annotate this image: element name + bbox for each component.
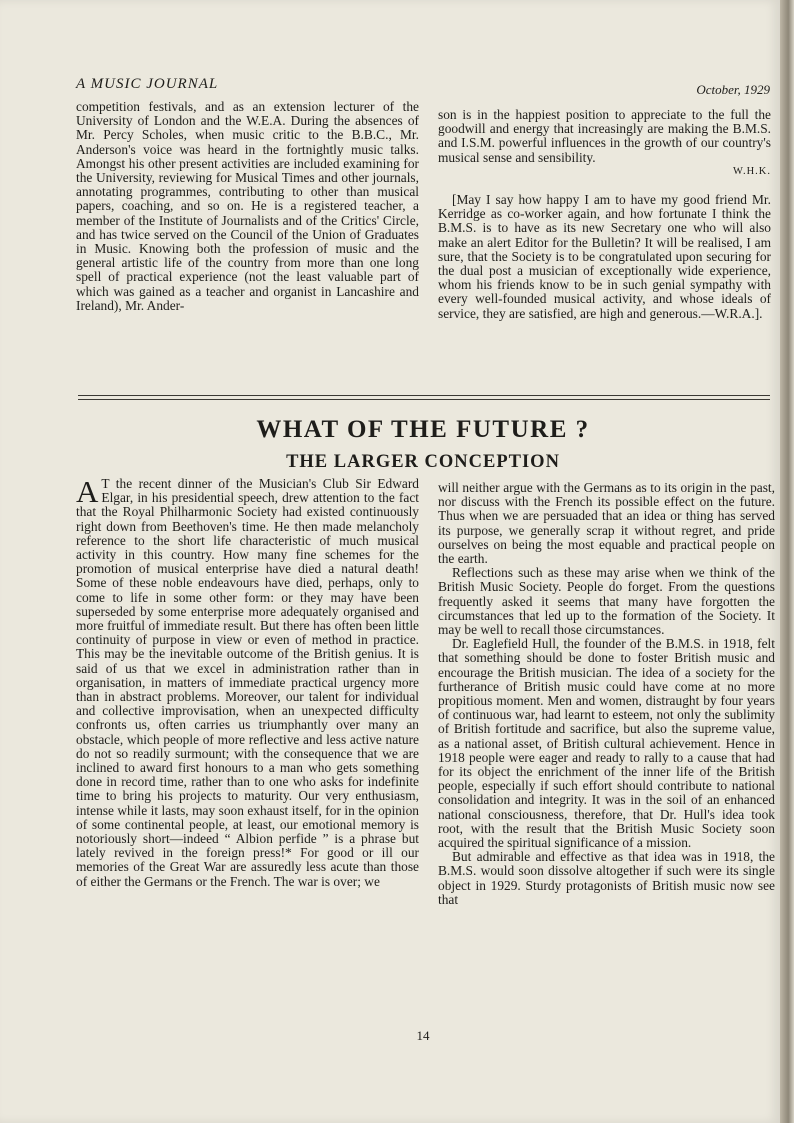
- editor-note-text: [May I say how happy I am to have my good friend Mr. Kerridge as co-worker again, and how fortunate I think the B.M.S. is to have as its new Secretary one who will also make an alert Editor for the Bulletin? It will be realised, I am sure, that the Society is to be congratulated upon securing for the dual post a musician of exceptionally wide experience, whom his friends know to be in such genial sympathy with every well-founded musical activity, and whose ideals of service, they are satisfied, are high and generous.—: [438, 192, 771, 321]
- article-right-column: [438, 481, 775, 907]
- signature-whk: W.H.K.: [733, 165, 771, 177]
- top-right-text: son is in the happiest position to appreciate to the full the goodwill and energy that increasingly are making the B.M.S. and I.S.M. powerful influences in the growth of our country's musical sense and sensibility.: [438, 107, 771, 165]
- article-title: WHAT OF THE FUTURE ?: [256, 416, 590, 443]
- editor-note: [438, 193, 771, 321]
- drop-cap: A: [76, 474, 99, 509]
- article-left-text: T the recent dinner of the Musician's Club Sir Edward Elgar, in his presidential speech, drew attention to the fact that the Royal Philharmonic Society had existed continuously right down from Beethoven's time. He then made melancholy reference to the short life characteristic of much musical activity in this country. How many fine schemes for the promotion of musical enterprise have died a natural death! Some of these noble endeavours have died, perhaps, only to come to life in some other form: or they may have been superseded by some enterprise more adequately organised and more fruitful of immediate result. But there has often been little continuity of purpose in view or even of method in practice. This may be the inevitable outcome of the British genius. It is said of us that we excel in administration rather than in organisation, in matters of immediate practical urgency more than in abstract problems. Moreover, our talent for individual and collective improvisation, when an unexpected difficulty confronts us, often carries us triumphantly over many an obstacle, which people of more reflective and less active nature do not so readily surmount; with the consequence that we are inclined to award first honours to a man who gets something done in record time, rather than to one who asks for indefinite time to bring his projects to maturity. Our very enthusiasm, intense while it lasts, may soon exhaust itself, for in the opinion of some continental people, at least, our emotional memory is notoriously short—indeed “ Albion perfide ” is a phrase but lately revived in the foreign press!* For good or ill our memories of the Great War are assuredly less acute than those of either the Germans or the French. The war is over; we: [76, 476, 419, 889]
- top-left-column: [76, 100, 419, 313]
- article-paragraph-4: But admirable and effective as that idea was in 1918, the B.M.S. would soon dissolve altogether if such were its single object in 1929. Sturdy protagonists of British music now see that: [438, 849, 775, 907]
- top-right-paragraph: [438, 108, 771, 179]
- article-left-column: [76, 474, 419, 889]
- journal-title: A MUSIC JOURNAL: [76, 76, 219, 92]
- top-left-paragraph: competition festivals, and as an extension lecturer of the University of London and the W.E.A. During the absences of Mr. Percy Scholes, when music critic to the B.B.C., Mr. Anderson's voice was heard in the fortnightly music talks. Amongst his other present activities are included examining for the University, reviewing for Musical Times and other journals, annotating programmes, contributing to other than musical papers, coaching, and so on. He is a registered teacher, a member of the Institute of Journalists and of the Critics' Circle, and has twice served on the Council of the Union of Graduates in Music. Knowing both the profession of music and the general artistic life of the country from more than one long spell of practical experience (not the least valuable part of which was gained as a teacher and organist in Lancashire and Ireland), Mr. Ander-: [76, 99, 419, 313]
- top-right-column: [438, 108, 771, 321]
- page-number: 14: [416, 1028, 430, 1043]
- article-subtitle: THE LARGER CONCEPTION: [286, 452, 560, 472]
- signature-wra: W.R.A.: [714, 305, 755, 321]
- section-divider-bottom: [78, 399, 770, 400]
- article-opening-paragraph: [76, 474, 419, 889]
- article-paragraph-2: Reflections such as these may arise when we think of the British Music Society. People do forget. From the questions frequently asked it seems that many have forgotten the circumstances that led up to the formation of the Society. It may be well to recall those circumstances.: [438, 565, 775, 638]
- issue-date: October, 1929: [696, 82, 770, 97]
- page-edge-shadow: [780, 0, 794, 1123]
- running-head: [76, 76, 770, 96]
- article-paragraph-3: Dr. Eaglefield Hull, the founder of the B.M.S. in 1918, felt that something should be done to foster British music and encourage the British musician. The idea of a society for the furtherance of British music could have come at no more propitious moment. Men and women, distraught by four years of continuous war, had learnt to esteem, not only the sublimity of British fortitude and sacrifice, but also the supreme value, as a national asset, of British cultural achievement. Hence in 1918 people were eager and ready to rally to a cause that had for its object the enrichment of the inner life of the British people, especially if such effort should contribute to national consolidation and integrity. It was in the soil of an enhanced national consciousness, therefore, that Dr. Hull's idea took root, with the result that the British Music Society soon acquired the spiritual significance of a mission.: [438, 636, 775, 851]
- section-divider-top: [78, 395, 770, 396]
- editor-note-end: ].: [754, 305, 763, 321]
- article-paragraph-1: will neither argue with the Germans as to its origin in the past, nor discuss with the French its possible effect on the future. Thus when we are persuaded that an idea or thing has served its purpose, we generally scrap it without regret, and pride ourselves on being the most equable and practical people on the earth.: [438, 480, 775, 567]
